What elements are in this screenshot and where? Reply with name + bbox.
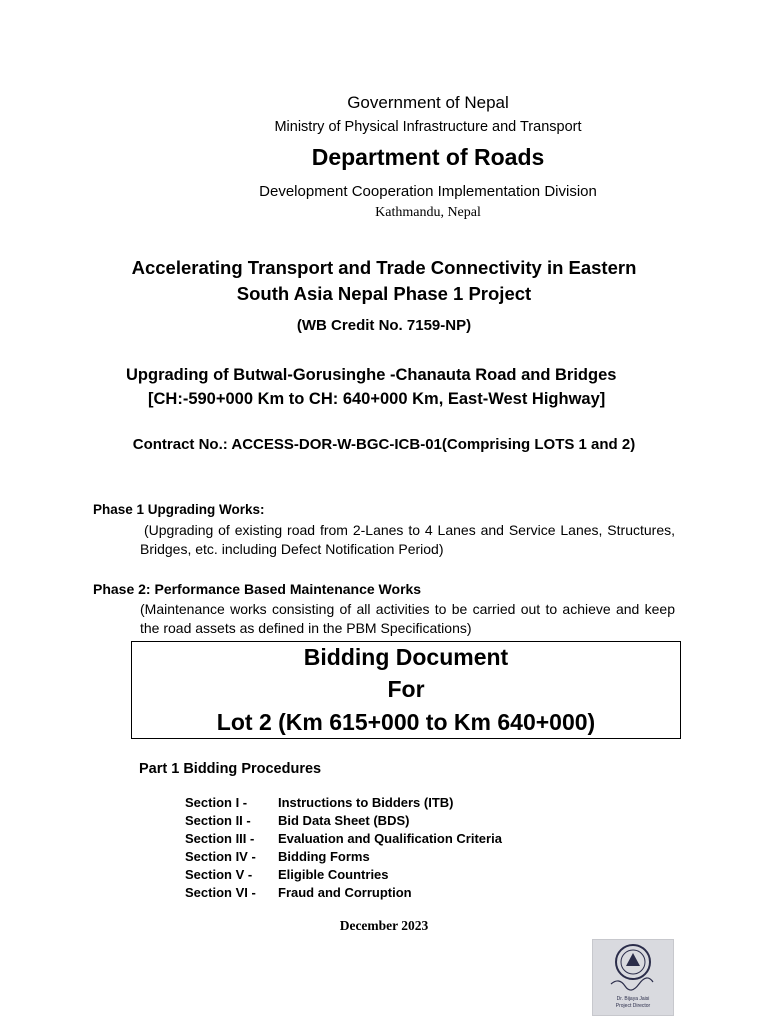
credit-number: (WB Credit No. 7159-NP) [296, 317, 472, 334]
contract-number: Contract No.: ACCESS-DOR-W-BGC-ICB-01(Comprising LOTS 1 and 2) [132, 436, 636, 453]
chainage-range: [CH:-590+000 Km to CH: 640+000 Km, East-West Highway] [148, 390, 606, 408]
seal-icon [593, 940, 673, 1015]
stamp-role: Project Director [615, 1003, 651, 1009]
section-name: Bid Data Sheet (BDS) [278, 813, 410, 828]
section-name: Bidding Forms [278, 849, 370, 864]
section-row [185, 813, 409, 828]
government-name: Government of Nepal [347, 93, 509, 112]
phase1-title: Phase 1 Upgrading Works: [93, 502, 265, 517]
phase1-description: (Upgrading of existing road from 2-Lanes to 4 Lanes and Service Lanes, Structures, Bridges, etc. including Defect Notification Period) [140, 522, 675, 557]
section-id: Section I - [185, 795, 248, 810]
section-name: Instructions to Bidders (ITB) [278, 795, 454, 810]
section-name: Evaluation and Qualification Criteria [278, 831, 502, 846]
section-name: Fraud and Corruption [278, 885, 412, 900]
section-id: Section V - [185, 867, 253, 882]
section-row [185, 885, 412, 900]
official-seal-stamp [592, 939, 674, 1016]
bidding-document-box [131, 641, 681, 739]
upgrading-title: Upgrading of Butwal-Gorusinghe -Chanauta Road and Bridges [126, 366, 617, 384]
section-row [185, 849, 370, 864]
stamp-name: Dr. Bijaya Jaisi [616, 996, 650, 1002]
division-name: Development Cooperation Implementation Division [259, 183, 597, 200]
section-row [185, 867, 389, 882]
part1-title: Part 1 Bidding Procedures [139, 761, 322, 777]
bidding-lot: Lot 2 (Km 615+000 to Km 640+000) [216, 709, 596, 735]
bidding-for: For [387, 676, 425, 702]
bidding-document-title: Bidding Document [303, 644, 509, 670]
project-title-line1: Accelerating Transport and Trade Connectivity in Eastern [131, 257, 637, 278]
section-row [185, 795, 454, 810]
issue-date: December 2023 [339, 918, 429, 933]
department-title: Department of Roads [311, 144, 545, 170]
phase2-title: Phase 2: Performance Based Maintenance Works [93, 581, 422, 597]
section-id: Section IV - [185, 849, 256, 864]
section-row [185, 831, 502, 846]
section-id: Section III - [185, 831, 255, 846]
section-id: Section II - [185, 813, 251, 828]
ministry-name: Ministry of Physical Infrastructure and Transport [274, 119, 582, 135]
city-name: Kathmandu, Nepal [375, 205, 481, 220]
section-id: Section VI - [185, 885, 256, 900]
section-name: Eligible Countries [278, 867, 389, 882]
project-title-line2: South Asia Nepal Phase 1 Project [236, 283, 532, 304]
phase2-description: (Maintenance works consisting of all activities to be carried out to achieve and keep the road assets as defined in the PBM Specifications) [140, 601, 675, 636]
